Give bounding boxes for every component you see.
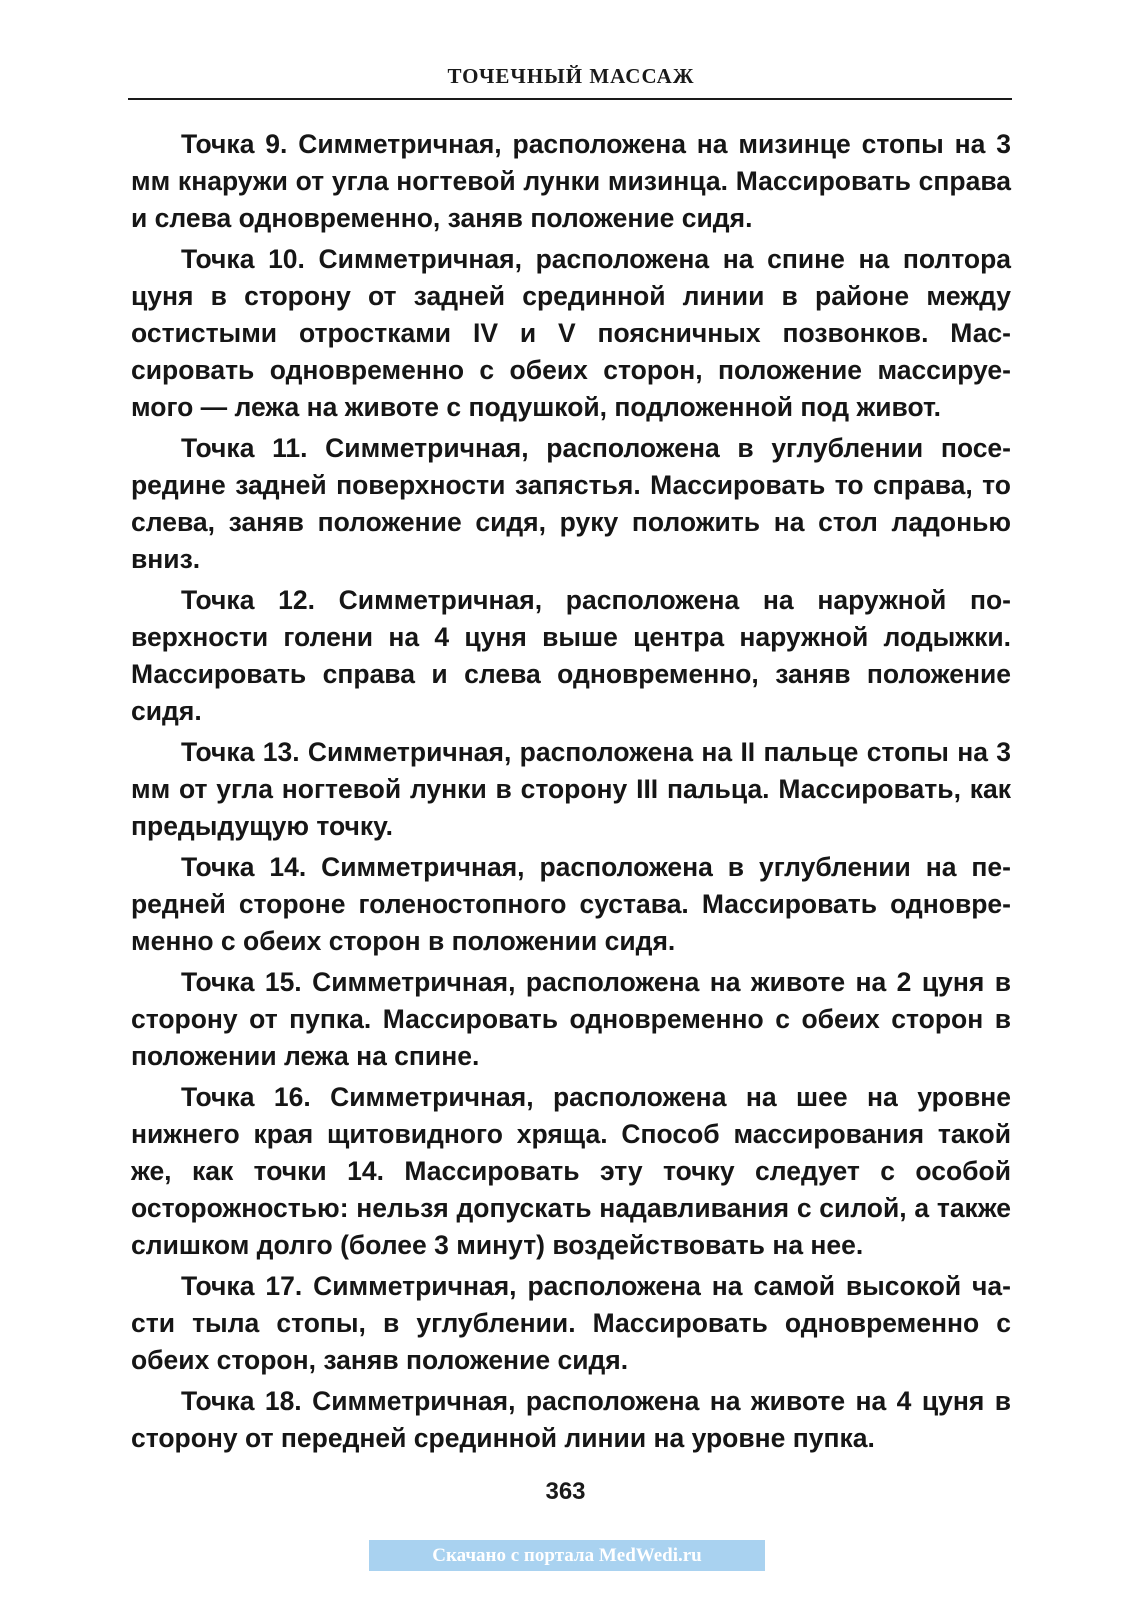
- paragraph-point-15: Точка 15. Симметричная, расположена на животе на 2 цуня в сторону от пупка. Массировать одновременно с обеих сторон в положении лежа на спине.: [131, 967, 1011, 1071]
- watermark-banner: Скачано с портала MedWedi.ru: [369, 1540, 765, 1571]
- page-number: 363: [545, 1478, 586, 1505]
- paragraph-point-13: Точка 13. Симметричная, расположена на II пальце стопы на 3 мм от угла ногтевой лунки в сторону III пальца. Массировать, как предыдущую точку.: [131, 737, 1011, 841]
- paragraph-point-9: Точка 9. Симметричная, расположена на мизинце стопы на 3 мм кнаружи от угла ногтевой лунки мизинца. Массировать справа и слева одновременно, заняв положение сидя.: [131, 129, 1011, 233]
- paragraph-point-14: Точка 14. Симметричная, расположена в углублении на передней стороне голеностопного сустава. Массировать одновременно с обеих сторон в положении сидя.: [131, 852, 1011, 956]
- paragraph-point-16: Точка 16. Симметричная, расположена на шее на уровне нижнего края щитовидного хряща. Способ массирования такой же, как точки 14. Массировать эту точку следует с особой осторожностью: нельзя допускать надавливания с силой, а также слишком долго (более 3 минут) воздействовать на нее.: [131, 1082, 1011, 1260]
- body-text: [131, 126, 1011, 1461]
- header-rule: [128, 98, 1012, 100]
- paragraph-point-12: Точка 12. Симметричная, расположена на наружной поверхности голени на 4 цуня выше центра наружной лодыжки. Массировать справа и слева одновременно, заняв положение сидя.: [131, 585, 1011, 726]
- running-head: ТОЧЕЧНЫЙ МАССАЖ: [447, 64, 695, 88]
- paragraph-point-18: Точка 18. Симметричная, расположена на животе на 4 цуня в сторону от передней срединной линии на уровне пупка.: [131, 1386, 1011, 1453]
- paragraph-point-17: Точка 17. Симметричная, расположена на самой высокой части тыла стопы, в углублении. Массировать одновременно с обеих сторон, заняв положение сидя.: [131, 1271, 1011, 1375]
- paragraph-point-10: Точка 10. Симметричная, расположена на спине на полтора цуня в сторону от задней срединной линии в районе между остистыми отростками IV и V поясничных позвонков. Массировать одновременно с обеих сторон, положение массируемого — лежа на животе с подушкой, подложенной под живот.: [131, 244, 1011, 422]
- paragraph-point-11: Точка 11. Симметричная, расположена в углублении посередине задней поверхности запястья. Массировать то справа, то слева, заняв положение сидя, руку положить на стол ладонью вниз.: [131, 433, 1011, 574]
